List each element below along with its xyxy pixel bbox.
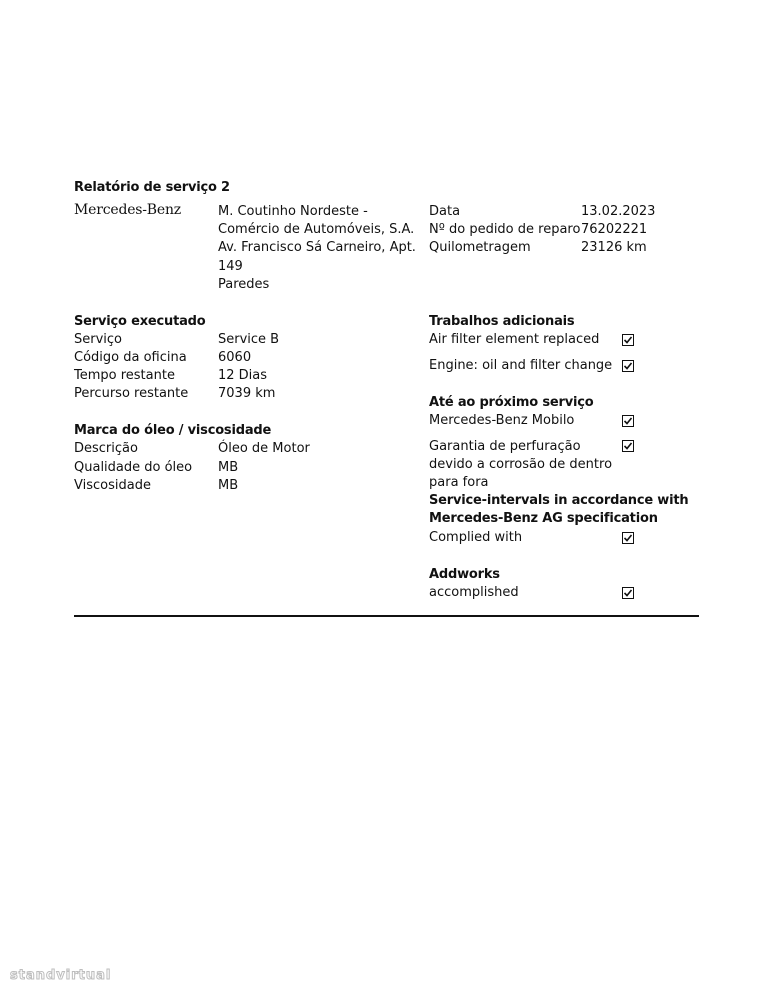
brand-logo: Mercedes-Benz <box>74 202 181 218</box>
checkbox-checked-icon[interactable] <box>622 587 634 599</box>
addworks-item: accomplished <box>429 585 519 600</box>
additional-work-item: Air filter element replaced <box>429 332 600 347</box>
watermark-logo: standvirtual <box>10 968 112 983</box>
oil-label: Descrição <box>74 441 138 456</box>
oil-value: MB <box>218 478 239 493</box>
service-value: 12 Dias <box>218 368 268 383</box>
service-label: Tempo restante <box>74 368 175 383</box>
address-line: Av. Francisco Sá Carneiro, Apt. 149 <box>218 240 416 274</box>
address-line: M. Coutinho Nordeste - Comércio de Automóveis, S.A. <box>218 204 415 238</box>
intervals-heading: Service-intervals in accordance with <box>429 493 689 508</box>
meta-label-date: Data <box>429 204 461 219</box>
additional-work-heading: Trabalhos adicionais <box>429 314 575 329</box>
checkbox-checked-icon[interactable] <box>622 334 634 346</box>
checkbox-checked-icon[interactable] <box>622 415 634 427</box>
oil-label: Viscosidade <box>74 478 151 493</box>
report-title: Relatório de serviço 2 <box>74 180 230 195</box>
service-heading: Serviço executado <box>74 314 206 329</box>
service-value: 7039 km <box>218 386 276 401</box>
oil-heading: Marca do óleo / viscosidade <box>74 423 272 438</box>
oil-value: MB <box>218 460 239 475</box>
address-line: Paredes <box>218 276 270 292</box>
meta-label-mileage: Quilometragem <box>429 240 531 255</box>
next-service-heading: Até ao próximo serviço <box>429 395 594 410</box>
checkbox-checked-icon[interactable] <box>622 360 634 372</box>
meta-value-mileage: 23126 km <box>581 240 647 255</box>
meta-label-order: Nº do pedido de reparo <box>429 222 581 237</box>
meta-value-date: 13.02.2023 <box>581 204 656 219</box>
service-value: 6060 <box>218 350 252 365</box>
next-service-item: Mercedes-Benz Mobilo <box>429 413 575 428</box>
addworks-heading: Addworks <box>429 567 500 582</box>
service-label: Serviço <box>74 332 123 347</box>
intervals-item: Complied with <box>429 530 523 545</box>
checkbox-checked-icon[interactable] <box>622 440 634 452</box>
service-label: Percurso restante <box>74 386 189 401</box>
additional-work-item: Engine: oil and filter change <box>429 358 613 373</box>
intervals-heading: Mercedes-Benz AG specification <box>429 511 658 526</box>
checkbox-checked-icon[interactable] <box>622 532 634 544</box>
service-label: Código da oficina <box>74 350 187 365</box>
dealer-address <box>218 203 428 294</box>
meta-value-order: 76202221 <box>581 222 648 237</box>
next-service-item: Garantia de perfuração devido a corrosão de dentro para fora <box>429 439 613 490</box>
oil-value: Óleo de Motor <box>218 441 310 456</box>
oil-label: Qualidade do óleo <box>74 460 193 475</box>
divider <box>74 615 699 617</box>
service-value: Service B <box>218 332 280 347</box>
